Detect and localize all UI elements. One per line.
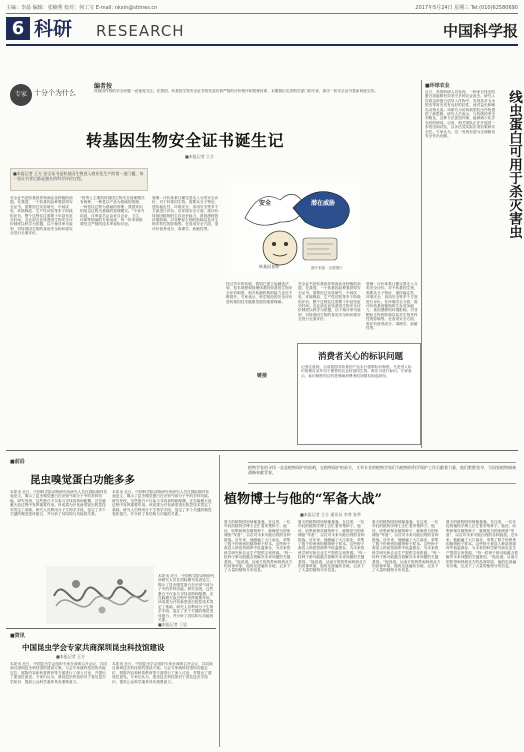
- bottom-kicker: ■资讯: [10, 633, 25, 639]
- main-body-col-6: 管理：评价体系日臻完善走入分类安全评价。对于转基因生物，需要从分子特征、遗传稳定性、环境安全、食用安全等多个方面进行评价。在环境安全方面，需评价转基因植物的生存竞争能力、基因漂移的环境影响、对非靶标生物的影响以及对生物多样性的影响等。在食用安全方面，需评价营养成分、毒理学、致敏性等。: [366, 282, 418, 331]
- column-caption: 十分个为什么: [34, 89, 76, 97]
- insect-headline: 昆虫嗅觉蛋白功能多多: [30, 474, 135, 486]
- bottom-body-2: 本报讯 近日，中国昆虫学会组织专家在深圳召开会议，共同商讨深圳昆虫科技馆的建设方案。与会专家就科技馆的功能定位、展陈内容和科普教育等方面进行了深入讨论，并提出了建设性意见。专家们认为，建设昆虫科技馆对于普及昆虫学知识、提高公众科学素养具有重要意义。: [112, 662, 213, 684]
- main-body-col-2: “世界上主要的转基因生物安全管理模式有两种，一种是以产品为基础的管理，一种是以过程为基础的管理。我国采用的是以过程为基础的管理模式。”专家介绍说，评审委员会由来自农业、卫生、环保等领域的专家组成，每一份申请都要经过严格的技术审查和讨论。: [80, 196, 145, 227]
- bottom-headline: 中国昆虫学会专家共商深圳昆虫科技馆建设: [22, 643, 165, 652]
- main-lead-box: ■本报记者 王方 安全证书是转基因生物进入商业化生产的第一道门槛，每一张证书背后都是漫长的科学评价过程。: [10, 168, 148, 191]
- right-kicker: ■环球农业: [425, 83, 450, 89]
- main-body-col-3: 管理：评价体系日臻完善走入分类安全评价。对于转基因生物，需要从分子特征、遗传稳定性、环境安全、食用安全等多个方面进行评价。在环境安全方面，需评价转基因植物的生存竞争能力、基因漂移的环境影响、对非靶标生物的影响以及对生物多样性的影响等。在食用安全方面，需评价营养成分、毒理学、致敏性等。: [152, 196, 219, 231]
- insect-body-1: 本报讯 近日，中国科学院动物研究所研究人员在国际期刊发表论文，揭示了昆虫嗅觉蛋白在识别气味分子中的多种功能。研究发现，这些蛋白不仅参与寻找食物和配偶，还在躲避天敌过程中发挥重要作用。该成果为开发新型害虫防控技术奠定了基础。研究人员利用分子生物学手段，鉴定了多个关键的嗅觉受体蛋白，并分析了其结构与功能的关系。: [10, 490, 108, 517]
- gmo-illustration: [225, 178, 360, 274]
- botany-body-4: 夏天的植物园里郁郁葱葱。在这里，一位年轻的植物学博士正忙着采集种子。他说，收集和保存植物种子，就像是为国家储备“军备”，以应对未来可能出现的各种挑战。近年来，他跑遍了大江南北，采集了数千份珍贵的植物种子样本。这些种子被送入种质资源库中低温保存，为未来的科学研究和农业生产提供宝贵资源。“每一粒种子都可能蕴含着解决未来问题的关键基因。”他说道。从南方的热带雨林到北方的高寒草原，他的足迹遍布各地，记录下了大量的植物分布信息。: [446, 520, 518, 569]
- illustration-credit: 图片来源：百度图片: [311, 266, 343, 270]
- sidebar-text: 记者注意到，目前我国对转基因产品实行强制标识制度。凡是列入标识管理目录并用于销售的农业转基因生物，都应当进行标识。专家表示，标识制度的目的是保障消费者的知情权和选择权。: [301, 365, 412, 378]
- right-body: 近日，美国科研人员发现，一种来自线虫的蛋白质能够有效杀灭多种农业害虫。研究人员将这种蛋白质导入作物中，发现其对玉米根虫等害虫具有良好的抗性，而对益虫和哺乳动物无害。该研究为培育新型抗虫作物提供了新思路。研究人员表示，与传统的杀虫剂相比，这种方法更加环保，能够减少化学农药的使用。目前，相关团队正在开展进一步的田间试验，以评估其实际应用效果和安全性。专家认为，这一发现有望为全球粮食安全作出贡献。: [425, 90, 496, 139]
- bottom-byline: ■本报记者 王方: [56, 654, 86, 659]
- right-headline: 线虫蛋白可用于杀灭害虫: [506, 90, 522, 239]
- insect-credit: ■本报记者 丁思: [158, 622, 188, 627]
- top-meta-strip: [6, 3, 518, 13]
- main-body-col-5: 安全证书是转基因作物商业化种植的前提。在我国，一个转基因品种要获得安全证书，需要经过实验研究、中间试验、环境释放、生产性试验等多个阶段的评价，整个过程往往需要十年甚至更长时间。农业部农业转基因生物安全评价制度以科学为依据，以个案评审为原则，对转基因生物的食用安全和环境安全进行全面评价。: [298, 282, 361, 322]
- illustration-label-bottom: 转基因食物: [259, 264, 279, 269]
- botany-body-2: 夏天的植物园里郁郁葱葱。在这里，一位年轻的植物学博士正忙着采集种子。他说，收集和保存植物种子，就像是为国家储备“军备”，以应对未来可能出现的各种挑战。近年来，他跑遍了大江南北，采集了数千份珍贵的植物种子样本。这些种子被送入种质资源库中低温保存，为未来的科学研究和农业生产提供宝贵资源。“每一粒种子都可能蕴含着解决未来问题的关键基因。”他说道。从南方的热带雨林到北方的高寒草原，他的足迹遍布各地，记录下了大量的植物分布信息。: [298, 520, 367, 573]
- botany-body-1: 夏天的植物园里郁郁葱葱。在这里，一位年轻的植物学博士正忙着采集种子。他说，收集和保存植物种子，就像是为国家储备“军备”，以应对未来可能出现的各种挑战。近年来，他跑遍了大江南北，采集了数千份珍贵的植物种子样本。这些种子被送入种质资源库中低温保存，为未来的科学研究和农业生产提供宝贵资源。“每一粒种子都可能蕴含着解决未来问题的关键基因。”他说道。从南方的热带雨林到北方的高寒草原，他的足迹遍布各地，记录下了大量的植物分布信息。: [224, 520, 293, 573]
- insect-body-3: 本报讯 近日，中国科学院动物研究所研究人员在国际期刊发表论文，揭示了昆虫嗅觉蛋白在识别气味分子中的多种功能。研究发现，这些蛋白不仅参与寻找食物和配偶，还在躲避天敌过程中发挥重要作用。该成果为开发新型害虫防控技术奠定了基础。研究人员利用分子生物学手段，鉴定了多个关键的嗅觉受体蛋白，并分析了其结构与功能的关系。: [158, 574, 215, 623]
- main-headline: 转基因生物安全证书诞生记: [86, 131, 285, 150]
- botany-body-3: 夏天的植物园里郁郁葱葱。在这里，一位年轻的植物学博士正忙着采集种子。他说，收集和保存植物种子，就像是为国家储备“军备”，以应对未来可能出现的各种挑战。近年来，他跑遍了大江南北，采集了数千份珍贵的植物种子样本。这些种子被送入种质资源库中低温保存，为未来的科学研究和农业生产提供宝贵资源。“每一粒种子都可能蕴含着解决未来问题的关键基因。”他说道。从南方的热带雨林到北方的高寒草原，他的足迹遍布各地，记录下了大量的植物分布信息。: [372, 520, 441, 573]
- botany-quote: 植物学家的寻找一直是植物保护的前哨，在植物保护的前方，又有专业的植物学家们为植物的科学保护工作贡献着力量，他们默默坚守，为国家植物储备战略奉献青春。: [248, 462, 516, 484]
- main-byline: ■本报记者 王方: [185, 154, 215, 159]
- botany-headline: 植物博士与他的“军备大战”: [224, 492, 382, 507]
- page-number-badge: 6: [6, 17, 30, 40]
- insect-body-2: 本报讯 近日，中国科学院动物研究所研究人员在国际期刊发表论文，揭示了昆虫嗅觉蛋白在识别气味分子中的多种功能。研究发现，这些蛋白不仅参与寻找食物和配偶，还在躲避天敌过程中发挥重要作用。该成果为开发新型害虫防控技术奠定了基础。研究人员利用分子生物学手段，鉴定了多个关键的嗅觉受体蛋白，并分析了其结构与功能的关系。: [112, 490, 212, 517]
- section-divider: [6, 450, 518, 451]
- botany-byline: ■本报记者 王方 通讯员 李秀 张华: [300, 512, 361, 517]
- header-right-meta: 2017年5月24日 星期三 Tel:(010)62580690: [415, 5, 518, 11]
- sidebar-tag: 链接: [257, 373, 268, 379]
- bottom-divider: [6, 628, 216, 629]
- insect-kicker: ■前沿: [10, 459, 25, 465]
- bottom-body-1: 本报讯 近日，中国昆虫学会组织专家在深圳召开会议，共同商讨深圳昆虫科技馆的建设方案。与会专家就科技馆的功能定位、展陈内容和科普教育等方面进行了深入讨论，并提出了建设性意见。专家们认为，建设昆虫科技馆对于普及昆虫学知识、提高公众科学素养具有重要意义。: [10, 662, 108, 684]
- newspaper-logo: 中国科学报: [442, 22, 518, 40]
- section-title-cn: 科研: [34, 18, 73, 40]
- header-left-meta: 主编：李晨 编辑：张楠秀 校对：何工宝 E-mail: nkxin@stimes.cn: [6, 5, 158, 11]
- editor-note-text: 转基因作物的安全问题一直备受关注。在我国，转基因生物安全证书的发放有着严格的评价程序和管理体系，本期我们走进相关部门和专家，探寻一张安全证书是如何诞生的。: [94, 89, 378, 93]
- main-body-col-1: 安全证书是转基因作物商业化种植的前提。在我国，一个转基因品种要获得安全证书，需要经过实验研究、中间试验、环境释放、生产性试验等多个阶段的评价，整个过程往往需要十年甚至更长时间。农业部农业转基因生物安全评价制度以科学为依据，以个案评审为原则，对转基因生物的食用安全和环境安全进行全面评价。: [10, 196, 73, 236]
- column-divider: [421, 80, 422, 448]
- sidebar-title: 消费者关心的标识问题: [318, 352, 404, 362]
- column-logo-icon: 专家: [10, 84, 32, 106]
- masthead-divider: [6, 44, 518, 46]
- lower-column-divider: [219, 455, 220, 747]
- protein-structure-image: [46, 566, 154, 624]
- top-divider: [6, 13, 518, 14]
- editor-note-title: 编者按: [94, 83, 113, 90]
- section-title-en: RESEARCH: [96, 22, 185, 40]
- illustration-label-safe: 安全: [259, 200, 272, 207]
- main-body-col-4: 经过多年的发展，我国已建立起涵盖法规、技术规程和管理体系的转基因生物安全评价制度，相关检测机构的能力也在不断提升。专家表示，科学规范的安全评价是转基因技术健康发展的重要保障。: [226, 282, 293, 304]
- illustration-label-risk: 潜在威胁: [311, 200, 336, 207]
